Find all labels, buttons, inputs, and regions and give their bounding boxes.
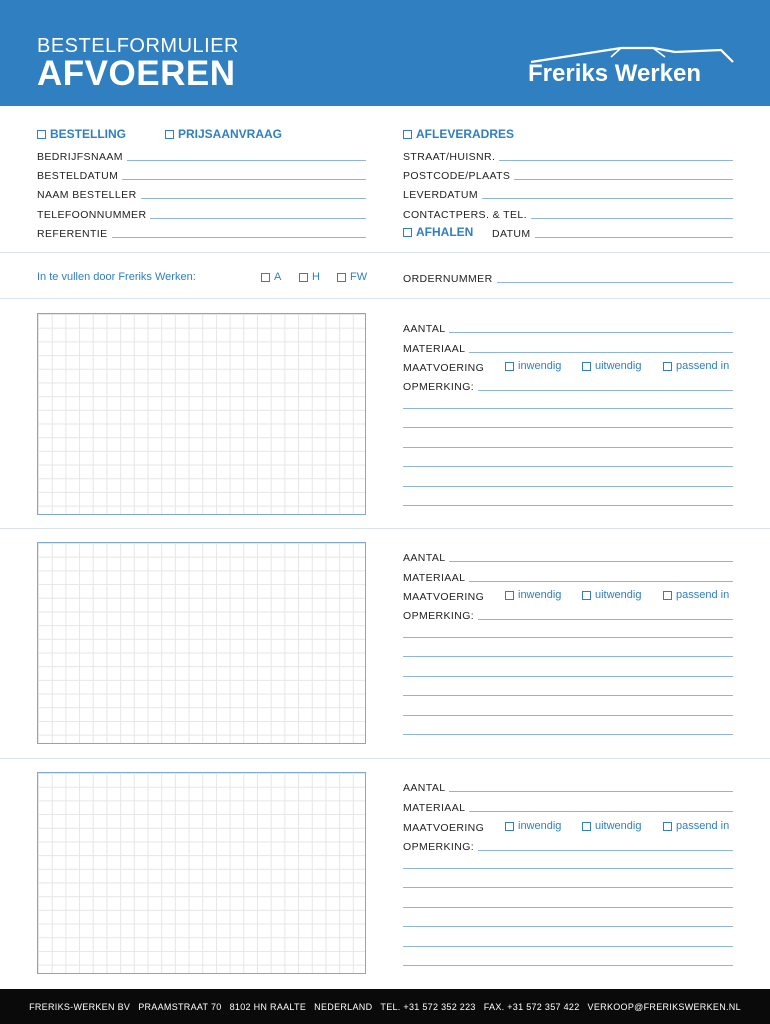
opmerking-field[interactable] <box>403 608 733 622</box>
field-line[interactable] <box>478 390 733 391</box>
footer-country: NEDERLAND <box>314 1001 373 1012</box>
field-label: MATERIAAL <box>403 343 466 355</box>
materiaal-field[interactable] <box>403 341 733 355</box>
checkbox-icon[interactable] <box>663 362 672 371</box>
field-label: MAATVOERING <box>403 591 485 603</box>
sketch-grid[interactable] <box>37 313 366 515</box>
field-line[interactable] <box>127 160 366 161</box>
field-label: MATERIAAL <box>403 802 466 814</box>
field-label: CONTACTPERS. & TEL. <box>403 209 527 221</box>
field-line[interactable] <box>478 850 733 851</box>
note-line[interactable] <box>403 447 733 448</box>
field-line[interactable] <box>449 791 733 792</box>
field-label: AANTAL <box>403 782 446 794</box>
option-label: inwendig <box>518 360 562 372</box>
footer-email[interactable]: VERKOOP@FRERIKSWERKEN.NL <box>587 1001 741 1012</box>
field-label: OPMERKING: <box>403 610 475 622</box>
inwendig-checkbox[interactable] <box>505 820 561 832</box>
checkbox-icon[interactable] <box>663 822 672 831</box>
note-line[interactable] <box>403 466 733 467</box>
checkbox-icon[interactable] <box>37 130 46 139</box>
form-title: AFVOEREN <box>37 54 236 93</box>
note-line[interactable] <box>403 715 733 716</box>
note-line[interactable] <box>403 505 733 506</box>
checkbox-icon[interactable] <box>261 273 270 282</box>
option-a-checkbox[interactable] <box>261 271 281 283</box>
materiaal-field[interactable] <box>403 800 733 814</box>
checkbox-icon[interactable] <box>165 130 174 139</box>
note-line[interactable] <box>403 695 733 696</box>
note-line[interactable] <box>403 887 733 888</box>
field-label: OPMERKING: <box>403 841 475 853</box>
option-label: passend in <box>676 589 730 601</box>
checkbox-icon[interactable] <box>663 591 672 600</box>
maatvoering-label <box>403 589 503 603</box>
note-line[interactable] <box>403 637 733 638</box>
postcode-field[interactable] <box>403 168 733 182</box>
option-label: inwendig <box>518 589 562 601</box>
note-line[interactable] <box>403 486 733 487</box>
field-line[interactable] <box>531 218 733 219</box>
footer-city: 8102 HN RAALTE <box>229 1001 307 1012</box>
company-logo-text: Freriks Werken <box>528 60 701 87</box>
option-label: passend in <box>676 360 730 372</box>
form-subtitle: BESTELFORMULIER <box>37 35 239 57</box>
option-fw-checkbox[interactable] <box>337 271 367 283</box>
checkbox-icon[interactable] <box>403 228 412 237</box>
divider <box>0 252 770 253</box>
divider <box>0 298 770 299</box>
option-label: uitwendig <box>595 360 642 372</box>
afhalen-checkbox[interactable] <box>403 225 473 239</box>
straat-field[interactable] <box>403 149 733 163</box>
option-label: inwendig <box>518 820 562 832</box>
note-line[interactable] <box>403 408 733 409</box>
afleveradres-checkbox[interactable] <box>403 127 514 141</box>
afhalen-label: AFHALEN <box>416 225 474 239</box>
aantal-field[interactable] <box>403 550 733 564</box>
option-label: FW <box>350 271 368 283</box>
footer-tel: TEL. +31 572 352 223 <box>380 1001 476 1012</box>
aantal-field[interactable] <box>403 780 733 794</box>
checkbox-icon[interactable] <box>337 273 346 282</box>
leverdatum-field[interactable] <box>403 187 733 201</box>
sketch-grid[interactable] <box>37 542 366 744</box>
footer-fax: FAX. +31 572 357 422 <box>483 1001 580 1012</box>
uitwendig-checkbox[interactable] <box>582 360 641 372</box>
field-label: MAATVOERING <box>403 822 485 834</box>
besteldatum-field[interactable] <box>37 168 366 182</box>
note-line[interactable] <box>403 926 733 927</box>
uitwendig-checkbox[interactable] <box>582 820 641 832</box>
checkbox-icon[interactable] <box>299 273 308 282</box>
option-label: uitwendig <box>595 589 642 601</box>
contactpersoon-field[interactable] <box>403 207 733 221</box>
field-line[interactable] <box>449 561 733 562</box>
field-label: POSTCODE/PLAATS <box>403 170 511 182</box>
field-label: OPMERKING: <box>403 381 475 393</box>
field-line[interactable] <box>469 352 733 353</box>
opmerking-field[interactable] <box>403 839 733 853</box>
field-label: MAATVOERING <box>403 362 485 374</box>
note-line[interactable] <box>403 965 733 966</box>
note-line[interactable] <box>403 907 733 908</box>
field-label: REFERENTIE <box>37 228 108 240</box>
checkbox-icon[interactable] <box>582 591 591 600</box>
maatvoering-label <box>403 360 503 374</box>
option-label: A <box>274 271 282 283</box>
divider <box>0 528 770 529</box>
maatvoering-label <box>403 820 503 834</box>
field-line[interactable] <box>469 581 733 582</box>
naam-besteller-field[interactable] <box>37 187 366 201</box>
afhalen-datum-field[interactable] <box>492 226 733 240</box>
field-line[interactable] <box>499 160 733 161</box>
option-label: uitwendig <box>595 820 642 832</box>
field-label: DATUM <box>492 228 531 240</box>
field-line[interactable] <box>449 332 733 333</box>
prijsaanvraag-label: PRIJSAANVRAAG <box>178 127 283 141</box>
opmerking-field[interactable] <box>403 379 733 393</box>
field-line[interactable] <box>478 619 733 620</box>
footer-company: FRERIKS-WERKEN BV <box>29 1001 131 1012</box>
afleveradres-label: AFLEVERADRES <box>416 127 515 141</box>
field-line[interactable] <box>482 198 733 199</box>
materiaal-field[interactable] <box>403 570 733 584</box>
bestelling-label: BESTELLING <box>50 127 127 141</box>
field-line[interactable] <box>535 237 733 238</box>
note-line[interactable] <box>403 427 733 428</box>
field-label: BEDRIJFSNAAM <box>37 151 123 163</box>
note-line[interactable] <box>403 868 733 869</box>
checkbox-icon[interactable] <box>582 822 591 831</box>
note-line[interactable] <box>403 946 733 947</box>
checkbox-icon[interactable] <box>505 591 514 600</box>
field-label: LEVERDATUM <box>403 189 478 201</box>
internal-note: In te vullen door Freriks Werken: <box>37 271 196 283</box>
field-line[interactable] <box>150 218 366 219</box>
telefoonnummer-field[interactable] <box>37 207 366 221</box>
field-label: MATERIAAL <box>403 572 466 584</box>
option-label: passend in <box>676 820 730 832</box>
passend-in-checkbox[interactable] <box>663 360 729 372</box>
field-label: AANTAL <box>403 323 446 335</box>
field-line[interactable] <box>514 179 733 180</box>
inwendig-checkbox[interactable] <box>505 589 561 601</box>
field-label: AANTAL <box>403 552 446 564</box>
note-line[interactable] <box>403 676 733 677</box>
field-line[interactable] <box>141 198 366 199</box>
passend-in-checkbox[interactable] <box>663 820 729 832</box>
field-label: NAAM BESTELLER <box>37 189 137 201</box>
checkbox-icon[interactable] <box>403 130 412 139</box>
checkbox-icon[interactable] <box>582 362 591 371</box>
field-line[interactable] <box>497 282 733 283</box>
checkbox-icon[interactable] <box>505 822 514 831</box>
bestelling-checkbox[interactable] <box>37 127 126 141</box>
prijsaanvraag-checkbox[interactable] <box>165 127 282 141</box>
field-line[interactable] <box>112 237 366 238</box>
inwendig-checkbox[interactable] <box>505 360 561 372</box>
uitwendig-checkbox[interactable] <box>582 589 641 601</box>
note-line[interactable] <box>403 734 733 735</box>
footer <box>0 989 770 1024</box>
ordernummer-field[interactable] <box>403 271 733 285</box>
field-line[interactable] <box>469 811 733 812</box>
header-banner <box>0 0 770 106</box>
bedrijfsnaam-field[interactable] <box>37 149 366 163</box>
divider <box>0 758 770 759</box>
field-line[interactable] <box>122 179 366 180</box>
field-label: ORDERNUMMER <box>403 273 493 285</box>
referentie-field[interactable] <box>37 226 366 240</box>
field-label: STRAAT/HUISNR. <box>403 151 496 163</box>
field-label: BESTELDATUM <box>37 170 119 182</box>
option-h-checkbox[interactable] <box>299 271 320 283</box>
note-line[interactable] <box>403 656 733 657</box>
passend-in-checkbox[interactable] <box>663 589 729 601</box>
option-label: H <box>312 271 320 283</box>
field-label: TELEFOONNUMMER <box>37 209 147 221</box>
aantal-field[interactable] <box>403 321 733 335</box>
checkbox-icon[interactable] <box>505 362 514 371</box>
footer-street: PRAAMSTRAAT 70 <box>138 1001 222 1012</box>
sketch-grid[interactable] <box>37 772 366 974</box>
